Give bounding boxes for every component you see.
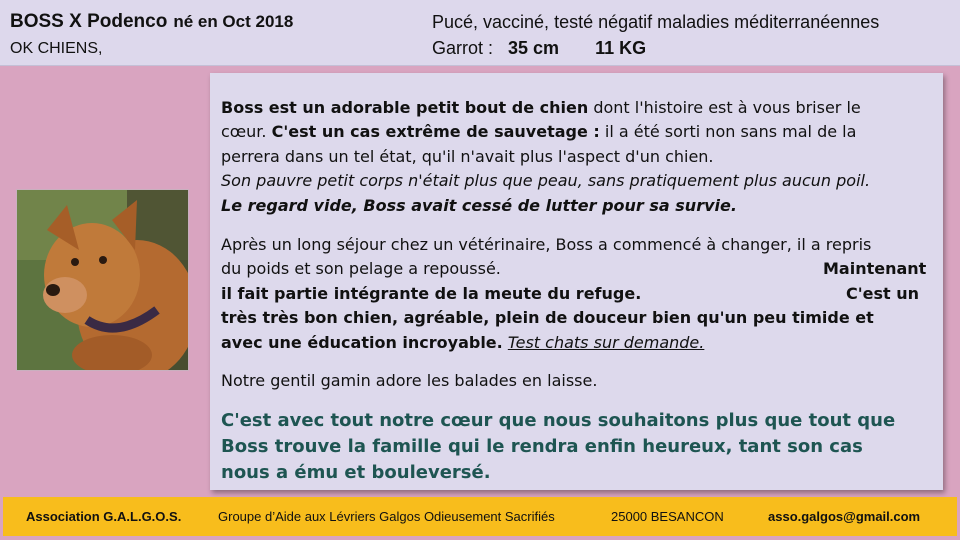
recovery-pack-bold: il fait partie intégrante de la meute du refuge. — [221, 283, 642, 303]
story-heart: cœur. — [221, 122, 272, 142]
walks-text: Notre gentil gamin adore les balades en laisse. — [221, 371, 598, 390]
footer-bar — [3, 497, 957, 536]
description-card — [210, 73, 943, 490]
recovery-line-1: Après un long séjour chez un vétérinaire, Boss a commencé à changer, il a repris — [221, 235, 872, 254]
dog-name — [10, 11, 293, 33]
dog-name-text: BOSS X Podenco — [10, 11, 168, 32]
paragraph-recovery — [221, 233, 936, 355]
story-gaze-bold-italic: Le regard vide, Boss avait cessé de lutter pour sa survie. — [221, 195, 737, 215]
paragraph-story — [221, 96, 936, 218]
association-email[interactable]: asso.galgos@gmail.com — [768, 509, 921, 524]
closing-line-1: C'est avec tout notre cœur que nous souhaitons plus que tout que — [221, 410, 896, 431]
closing-line-3: nous a ému et bouleversé. — [221, 462, 491, 483]
story-body-italic: Son pauvre petit corps n'était plus que peau, sans pratiquement plus aucun poil. — [221, 171, 871, 191]
story-perrera: perrera dans un tel état, qu'il n'avait plus l'aspect d'un chien. — [221, 146, 714, 166]
recovery-line-2: du poids et son pelage a repoussé. — [221, 259, 501, 279]
height-value: 35 cm — [508, 38, 560, 58]
recovery-now-bold: Maintenant — [823, 259, 927, 279]
compatibility: OK CHIENS, — [10, 40, 103, 57]
health-status: Pucé, vacciné, testé négatif maladies méditerranéennes — [432, 12, 880, 32]
recovery-good-dog-bold: très très bon chien, agréable, plein de douceur bien qu'un peu timide et — [221, 308, 874, 328]
paragraph-walks — [221, 369, 936, 393]
cats-test-link[interactable]: Test chats sur demande. — [507, 332, 705, 352]
recovery-education-bold: avec une éducation incroyable. — [221, 332, 503, 352]
dog-photo — [16, 189, 189, 371]
story-intro-bold: Boss est un adorable petit bout de chien — [221, 98, 589, 117]
size-info — [432, 38, 646, 59]
header-bar — [0, 0, 960, 66]
story-rescue-rest: il a été sorti non sans mal de la — [599, 122, 857, 142]
association-full-name: Groupe d’Aide aux Lévriers Galgos Odieusement Sacrifiés — [218, 509, 555, 524]
association-city: 25000 BESANCON — [611, 509, 724, 524]
closing-line-2: Boss trouve la famille qui le rendra enfin heureux, tant son cas — [221, 436, 863, 457]
story-rescue-bold: C'est un cas extrême de sauvetage : — [271, 122, 600, 142]
association-name: Association G.A.L.G.O.S. — [26, 509, 182, 524]
recovery-cest-bold: C'est un — [846, 283, 920, 303]
birth-date: né en Oct 2018 — [173, 12, 294, 31]
paragraph-closing — [221, 408, 936, 486]
garrot-label: Garrot : — [432, 38, 499, 58]
dog-illustration — [17, 190, 189, 371]
story-intro-rest: dont l'histoire est à vous briser le — [588, 98, 861, 117]
weight-value: 11 KG — [595, 38, 647, 58]
